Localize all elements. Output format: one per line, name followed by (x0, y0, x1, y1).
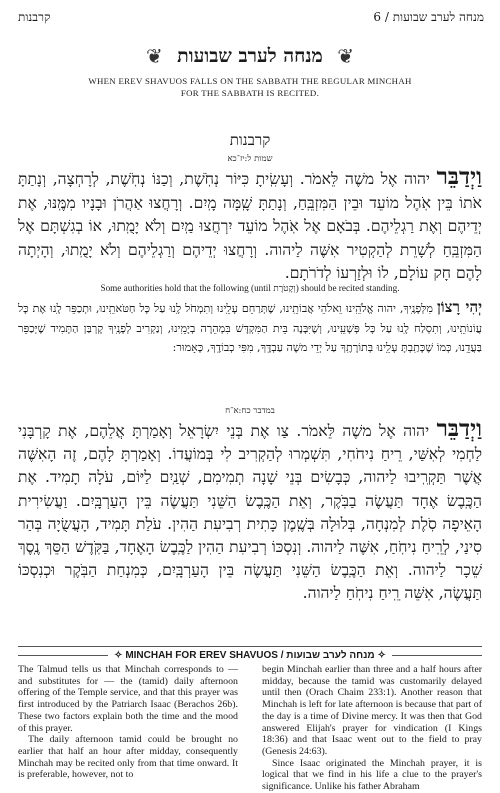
passage-3-text: יהוה אֶל משֶׁה לֵּאמֹר. צַו אֶת בְּנֵי יִשְׂרָאֵל וְאָמַרְתָּ אֲלֵהֶם, אֶת קָרְבָּנִי לַחְמִי לְאִשַּׁי, רֵיחַ נִיחֹחִי, תִּשְׁמְרוּ לְהַקְרִיב לִי בְּמוֹעֲדוֹ. וְאָמַרְתָּ לָהֶם, זֶה הָאִשֶּׁה אֲשֶׁר תַּקְרִֽיבוּ לַיהוה, כְּבָשִׂים בְּנֵי שָׁנָה תְמִימִם, שְׁנַֽיִם לַיּוֹם, עֹלָה תָמִיד. אֶת הַכֶּֽבֶשׂ אֶחָד תַּעֲשֶׂה בַבֹּֽקֶר, וְאֵת הַכֶּֽבֶשׂ הַשֵּׁנִי תַּעֲשֶׂה בֵּין הָעַרְבָּֽיִם. וַעֲשִׂירִית הָאֵיפָה סֹֽלֶת לְמִנְחָה, בְּלוּלָה בְּשֶֽׁמֶן כָּתִית רְבִיעִת הַהִין. עֹלַת תָּמִיד, הָעֲשֻׂיָה בְּהַר סִינַי, לְרֵֽיחַ נִיחֹֽחַ, אִשֶּׁה לַיהוה. וְנִסְכּוֹ רְבִיעִת הַהִין לַכֶּֽבֶשׂ הָאֶחָד, בַּקֹּֽדֶשׁ הַסֵּךְ נֶֽסֶךְ שֵׁכָר לַיהוה. וְאֵת הַכֶּֽבֶשׂ הַשֵּׁנִי תַּעֲשֶׂה בֵּין הָעַרְבָּֽיִם, כְּמִנְחַת הַבֹּֽקֶר וּכְנִסְכּוֹ תַּעֲשֶׂה, אִשֵּׁה רֵֽיחַ נִיחֹֽחַ לַיהוה. (18, 422, 482, 603)
note-after: ) should be recited standing. (295, 283, 400, 293)
commentary-header (0, 643, 500, 662)
commentary-paragraph: Since Isaac originated the Minchah prayer, it is logical that we find in his life a clue to the prayer's significance. Unlike his father Abraham (262, 757, 482, 793)
source-citation-2: במדבר כח:א־ח (225, 406, 275, 416)
commentary-paragraph: The Talmud tells us that Minchah corresponds to — and substitutes for — the (tamid) daily afternoon offering of the Temple service, and that this prayer was first introduced by the Patriarch Isaac (Berachos 26b). These two factors explain both the time and the mood of this prayer. (18, 664, 238, 734)
commentary-column-right (262, 664, 482, 793)
passage-2-text: מִלְּפָנֶֽיךָ, יהוה אֱלֹהֵֽינוּ וֵאלֹהֵי אֲבוֹתֵֽינוּ, שֶׁתְּרַחֵם עָלֵֽינוּ וְתִמְחֹל לָֽנוּ עַל כָּל חַטֹּאתֵֽינוּ, וּתְכַפֵּר לָֽנוּ אֶת כָּל עֲוֹנוֹתֵֽינוּ, וְתִסְלַח לָֽנוּ עַל כָּל פְּשָׁעֵֽינוּ, וְשֶׁיִּבָּנֶה בֵּית הַמִּקְדָּשׁ בִּמְהֵרָה בְיָמֵֽינוּ, וְנַקְרִיב לְפָנֶֽיךָ קָרְבַּן הַתָּמִיד שֶׁיְּכַפֵּר בַּעֲדֵֽנוּ, כְּמוֹ שֶׁכָּתַֽבְתָּ עָלֵֽינוּ בְּתוֹרָתֶֽךָ עַל יְדֵי משֶׁה עַבְדֶּֽךָ, מִפִּי כְבוֹדֶֽךָ, כָּאָמוּר: (18, 302, 483, 355)
note-before: Some authorities hold that the following (until (100, 283, 274, 293)
running-head-right: 6 / מנחה לערב שבועות (373, 10, 484, 24)
passage-3-opening: וַיְדַבֵּר (436, 415, 482, 442)
commentary-header-text: ✧ MINCHAH FOR EREV SHAVUOS / מנחה לערב שבועות ✧ (108, 650, 392, 661)
source-citation-1: שמות ל:יז־כא (227, 154, 273, 164)
passage-1-opening: וַיְדַבֵּר (436, 163, 482, 190)
page-title: מנחה לערב שבועות (177, 44, 323, 67)
commentary-paragraph: The daily afternoon tamid could be brought no earlier that half an hour after midday, consequently Minchah may be recited only from that time onward. It is preferable, however, not to (18, 734, 238, 781)
standing-instruction (10, 282, 490, 296)
commentary-paragraph: begin Minchah earlier than three and a half hours after midday, because the tamid was customarily delayed until then (Orach Chaim 233:1). Another reason that Minchah is left for late afternoon is because that part of the day is a time of Divine mercy. It was then that God answered Elijah's prayer for vindication (I Kings 18:36) and that Isaac went out to the field to pray (Genesis 24:63). (262, 664, 482, 757)
note-hebrew: וְקָטֹרֶת (273, 284, 296, 294)
instruction-subtitle: WHEN EREV SHAVUOS FALLS ON THE SABBATH THE REGULAR MINCHAH FOR THE SABBATH IS RECITED. (88, 76, 412, 98)
passage-2-opening: יְהִי רָצוֹן (436, 298, 482, 316)
passage-3 (18, 417, 482, 606)
ornament-right-icon: ❦ (337, 44, 354, 68)
ornament-left-icon: ❦ (146, 44, 163, 68)
passage-1-text: יהוה אֶל משֶׁה לֵּאמֹר. וְעָשִֽׂיתָ כִּיּוֹר נְחֹֽשֶׁת, וְכַנּוֹ נְחֹֽשֶׁת, לְרָחְצָה, וְנָתַתָּ אֹתוֹ בֵּין אֹֽהֶל מוֹעֵד וּבֵין הַמִּזְבֵּֽחַ, וְנָתַתָּ שָֽׁמָּה מָֽיִם. וְרָחֲצוּ אַהֲרֹן וּבָנָיו מִמֶּֽנּוּ, אֶת יְדֵיהֶם וְאֶת רַגְלֵיהֶם. בְּבֹאָם אֶל אֹֽהֶל מוֹעֵד יִרְחֲצוּ מַֽיִם וְלֹא יָמֻֽתוּ, אוֹ בְגִשְׁתָּם אֶל הַמִּזְבֵּֽחַ לְשָׁרֵת לְהַקְטִיר אִשֶּׁה לַיהוה. וְרָחֲצוּ יְדֵיהֶם וְרַגְלֵיהֶם וְלֹא יָמֻֽתוּ, וְהָיְתָה לָהֶם חָק עוֹלָם, לוֹ וּלְזַרְעוֹ לְדֹרֹתָם. (18, 170, 482, 282)
commentary-column-left (18, 664, 238, 781)
section-title: קרבנות (229, 131, 271, 149)
passage-2 (18, 298, 482, 358)
running-head-left: קרבנות (18, 10, 51, 24)
passage-1 (18, 165, 482, 286)
page-title-box (116, 42, 384, 70)
